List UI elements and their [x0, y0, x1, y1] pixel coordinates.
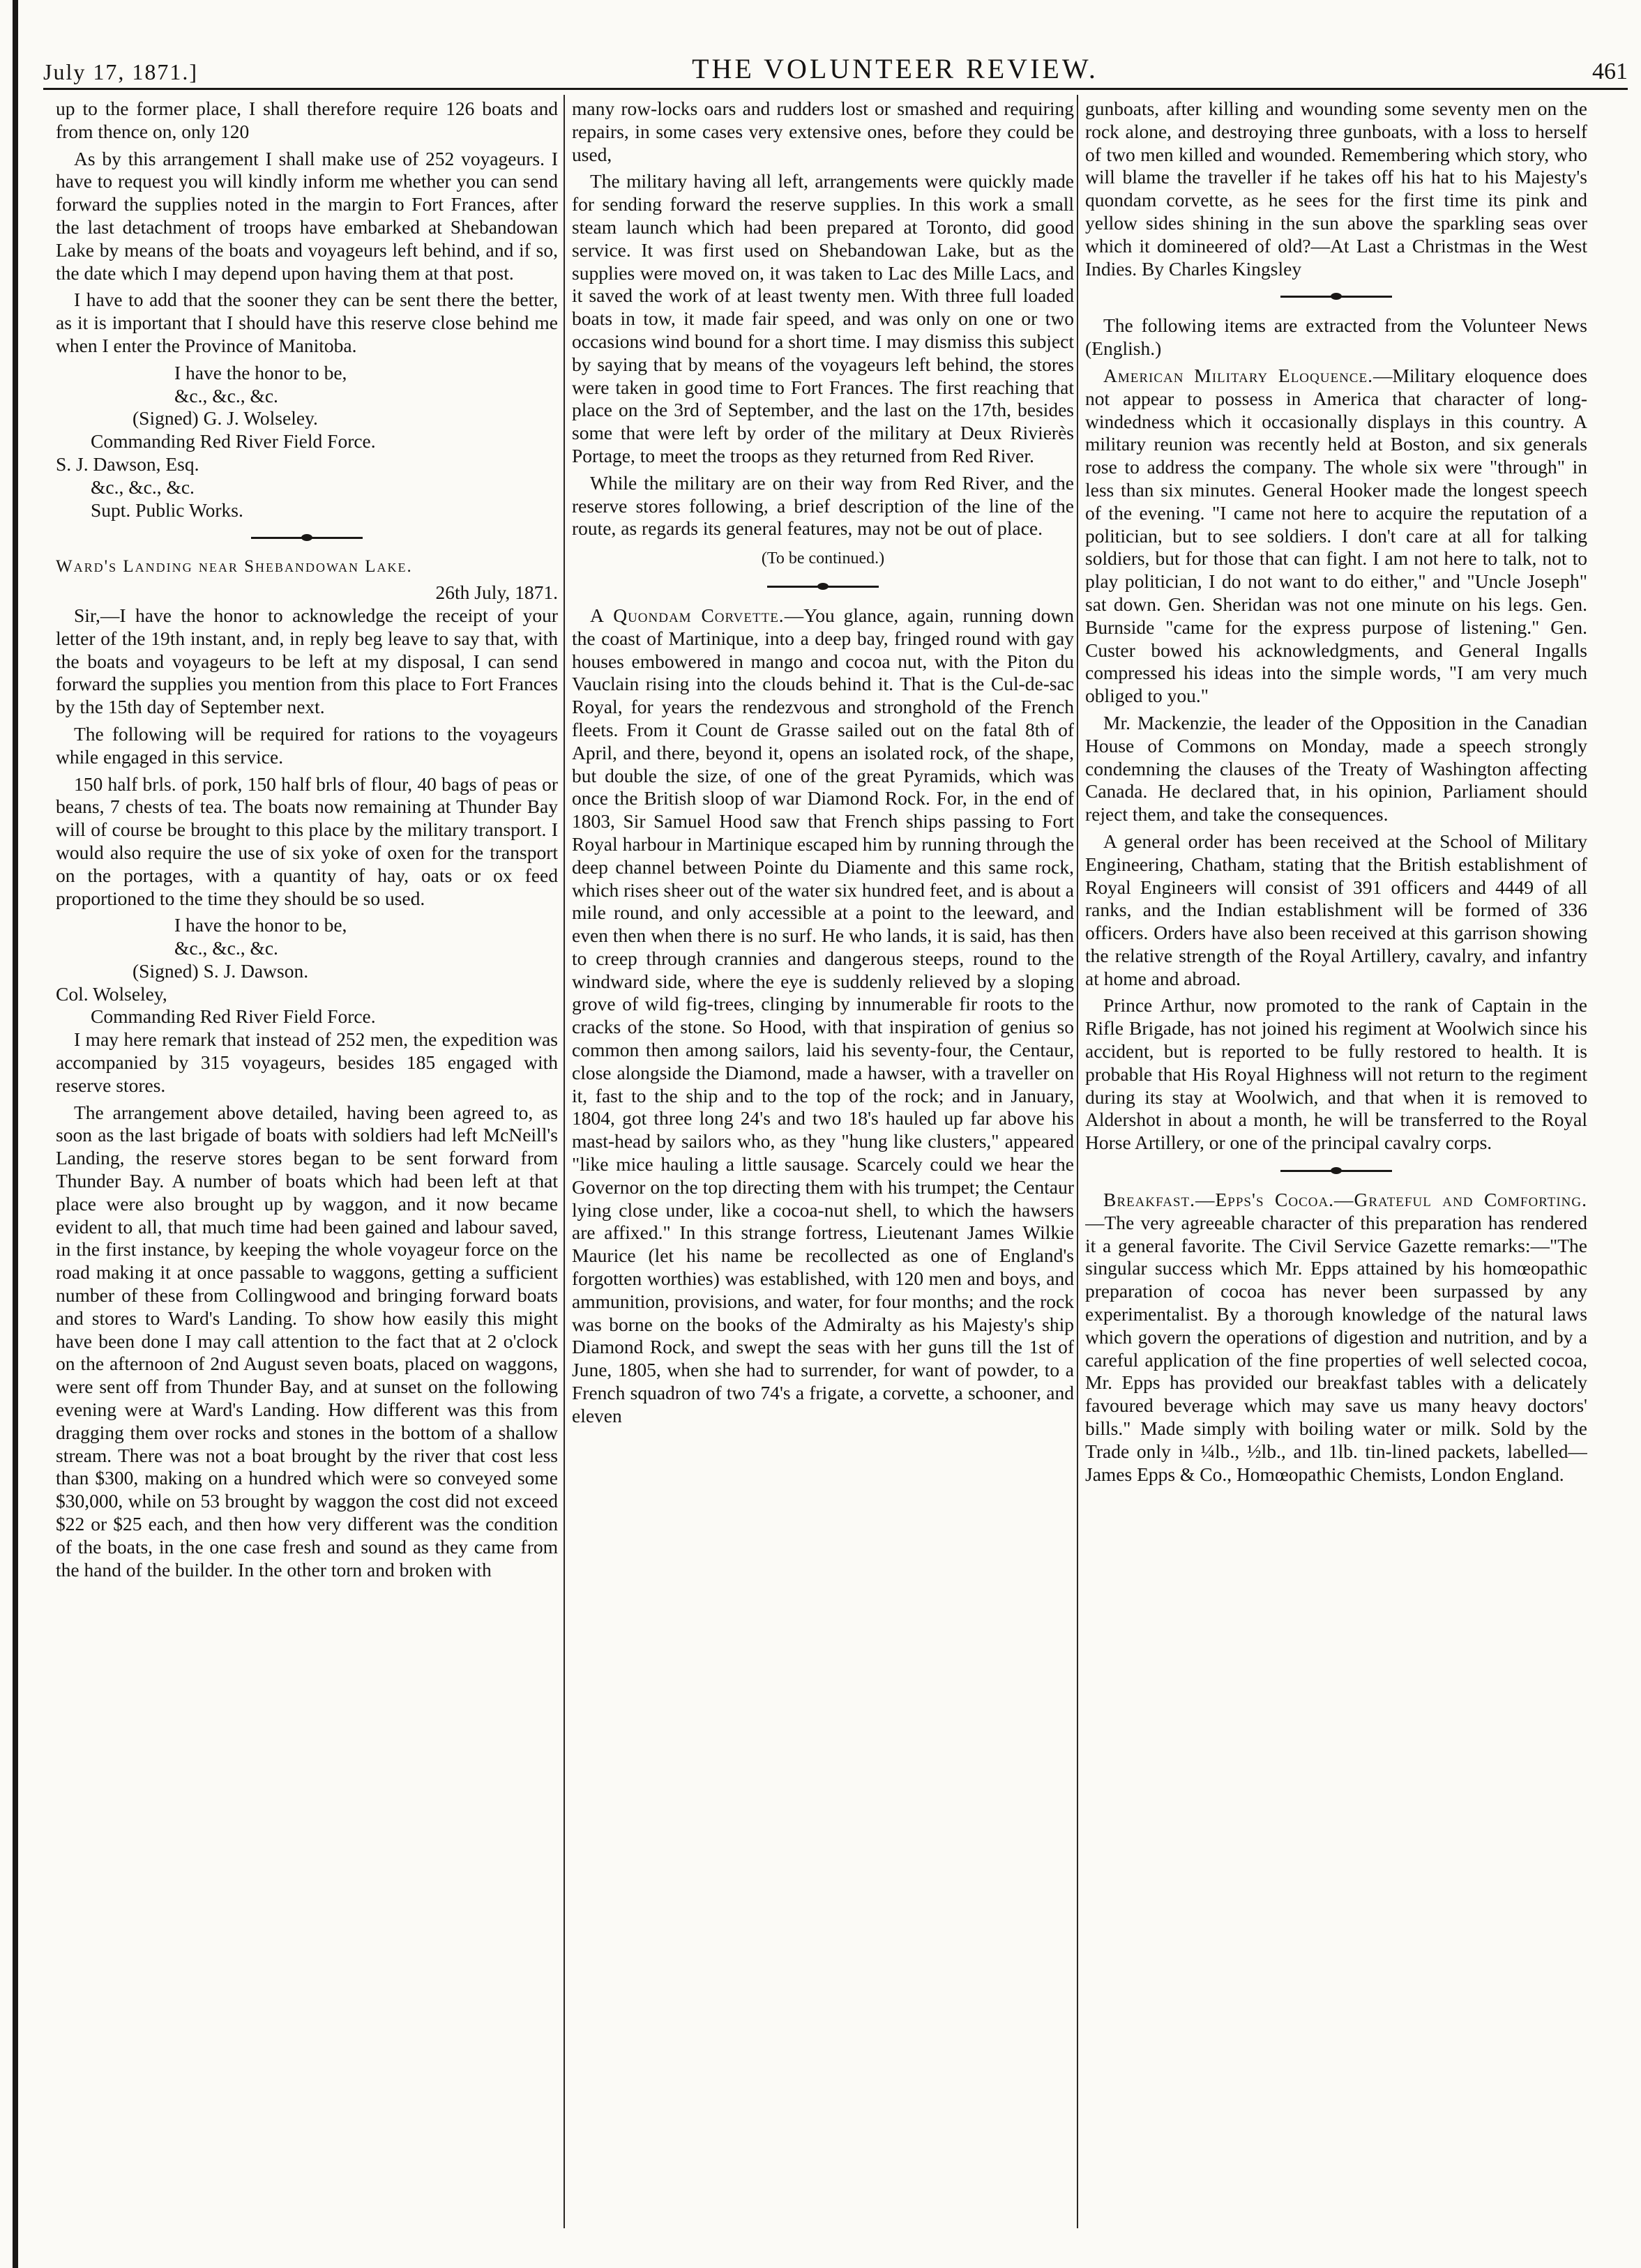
advertisement — [1085, 1189, 1587, 1486]
paragraph: As by this arrangement I shall make use of 252 voyageurs. I have to request you will kindly inform me whether you can send forward the supplies noted in the margin to Fort Frances, after the last detachment of troops have embarked at Shebandowan Lake by means of the boats and voyageurs left behind, and if so, the date which I may depend upon having them at that post. — [56, 147, 558, 284]
header-rule — [43, 88, 1628, 90]
paragraph: Mr. Mackenzie, the leader of the Opposition in the Canadian House of Commons on Monday, made a speech strongly condemning the clauses of the Treaty of Washington affecting Canada. He declared that, in his opinion, Parliament should reject them, and take the consequences. — [1085, 711, 1587, 825]
addressee: Col. Wolseley, — [56, 982, 167, 1005]
letter-signature: (Signed) G. J. Wolseley. — [133, 407, 318, 429]
addressee-title: Commanding Red River Field Force. — [91, 1005, 376, 1028]
section-separator — [1280, 296, 1392, 298]
to-be-continued: (To be continued.) — [761, 549, 885, 568]
paragraph: I have to add that the sooner they can be sent there the better, as it is important that I should have this reserve close behind me when I enter the Province of Manitoba. — [56, 289, 558, 356]
addressee: &c., &c., &c. — [91, 475, 195, 498]
paragraph: 150 half brls. of pork, 150 half brls of flour, 40 bags of peas or beans, 7 chests of tea. The boats now remaining at Thunder Bay will of course be brought to this place by the military transport. I would also require the use of six yoke of oxen for the transport on the portages, with a quantity of hay, oats or ox feed proportioned to the time they should be so used. — [56, 773, 558, 909]
article-heading: American Military Eloquence. — [1103, 364, 1373, 386]
section-separator — [767, 586, 879, 588]
column-rule-1 — [564, 95, 565, 2228]
paragraph: The military having all left, arrangements were quickly made for sending forward the reserve supplies. In this work a small steam launch which had been prepared at Toronto, did good service. It was first used on Shebandowan Lake, but as the supplies were moved on, it was taken to Lac des Mille Lacs, and it saved the work of at least twenty men. With three full loaded boats in tow, it made fair speed, and was only on one or two occasions wind bound for a short time. I may dismiss this subject by saying that by means of the voyageurs left behind, the stores were taken in good time to Fort Frances. The first reaching that place on the 3rd of September, and the last on the 17th, besides some that were left by order of the military at Deux Rivierès Portage, to meet the troops as they returned from Red River. — [572, 170, 1074, 466]
column-3 — [1085, 98, 1587, 2224]
paragraph: A general order has been received at the School of Military Engineering, Chatham, stating that the British establishment of Royal Engineers will consist of 391 officers and 4449 of all ranks, and the Indian establishment will be formed of 336 officers. Orders have also been received at this garrison showing the relative strength of the Royal Artillery, cavalry, and infantry at home and abroad. — [1085, 830, 1587, 989]
letter-closing: I have the honor to be, — [174, 914, 347, 936]
scan-edge — [13, 0, 18, 2268]
letter-closing: &c., &c., &c. — [174, 937, 278, 959]
page-number: 461 — [1591, 59, 1628, 84]
paragraph: many row-locks oars and rudders lost or smashed and requiring repairs, in some cases very extensive ones, before they could be used, — [572, 98, 1074, 165]
paragraph: Prince Arthur, now promoted to the rank of Captain in the Rifle Brigade, has not joined his regiment at Woolwich since his accident, but is reported to be fully restored to health. It is probable that His Royal Highness will not return to the regiment during its stay at Woolwich, and that when it is removed to Aldershot in about a month, he will be transferred to the Royal Horse Artillery, or one of the principal cavalry corps. — [1085, 994, 1587, 1154]
publication-title: THE VOLUNTEER REVIEW. — [692, 53, 1098, 84]
column-2 — [572, 98, 1074, 2224]
issue-date: July 17, 1871.] — [43, 59, 198, 84]
article-body: —Military eloquence does not appear to possess in America that character of long-windedness which it occasionally displays in this country. A military reunion was recently held at Boston, and six generals rose to address the company. The whole six were "through" in less than six minutes. General Hooker made the longest speech of the evening. "I came not here to acquire the reputation of a politician, but to see soldiers. I don't care at all for talking soldiers, but for those that can fight. I am not here to talk, not to play politician, I do not want to do either," and "Uncle Joseph" sat down. Gen. Sheridan was not one minute on his legs. Gen. Burnside "came for the express purpose of listening." Gen. Custer bowed his acknowledgments, and General Ingalls compressed his ideas into the simple words, "I am very much obliged to you." — [1085, 364, 1587, 707]
advertisement-body: —The very agreeable character of this preparation has rendered it a general favorite. The Civil Service Gazette remarks:—"The singular success which Mr. Epps attained by his homœopathic preparation of cocoa has never been surpassed by any experimentalist. By a thorough knowledge of the natural laws which govern the operations of digestion and nutrition, and by a careful application of the fine properties of well selected cocoa, Mr. Epps has provided our breakfast tables with a delicately favoured beverage which may save us many heavy doctors' bills." Made simply with boiling water or milk. Sold by the Trade only in ¼lb., ½lb., and 1lb. tin-lined packets, labelled—James Epps & Co., Homœopathic Chemists, London England. — [1085, 1211, 1587, 1485]
letter-heading: Ward's Landing near Shebandowan Lake. — [56, 557, 413, 577]
advertisement-heading: Breakfast.—Epps's Cocoa.—Grateful and Comforting. — [1103, 1189, 1587, 1211]
letter-signature-title: Commanding Red River Field Force. — [91, 430, 376, 452]
paragraph: The following will be required for rations to the voyageurs while engaged in this service. — [56, 722, 558, 768]
column-rule-2 — [1077, 95, 1078, 2228]
column-1 — [56, 98, 558, 2224]
addressee: S. J. Dawson, Esq. — [56, 452, 199, 475]
article-heading: A Quondam Corvette. — [590, 604, 785, 626]
letter-signature: (Signed) S. J. Dawson. — [133, 959, 309, 982]
paragraph: gunboats, after killing and wounding some seventy men on the rock alone, and destroying three gunboats, with a loss to herself of two men killed and wounded. Remembering which story, who will blame the traveller if he takes off his hat to his Majesty's quondam corvette, as he sees for the first time its pink and yellow sides shining in the sun above the sparkling seas over which it domineered of old?—At Last a Christmas in the West Indies. By Charles Kingsley — [1085, 98, 1587, 280]
section-separator — [251, 537, 363, 539]
paragraph: up to the former place, I shall therefore require 126 boats and from thence on, only 120 — [56, 98, 558, 142]
article-paragraph — [1085, 365, 1587, 708]
paragraph: While the military are on their way from Red River, and the reserve stores following, a brief description of the line of the route, as regards its general features, may not be out of place. — [572, 471, 1074, 540]
paragraph: The following items are extracted from the Volunteer News (English.) — [1085, 314, 1587, 360]
article-paragraph — [572, 604, 1074, 1428]
masthead — [43, 36, 1628, 85]
paragraph: I may here remark that instead of 252 men, the expedition was accompanied by 315 voyageurs, besides 185 engaged with reserve stores. — [56, 1028, 558, 1096]
letter-closing: &c., &c., &c. — [174, 384, 278, 406]
paragraph: The arrangement above detailed, having been agreed to, as soon as the last brigade of boats with soldiers had left McNeill's Landing, the reserve stores began to be sent forward from Thunder Bay. A number of boats which had been left at that place were also brought up by waggon, and it now became evident to all, that much time had been gained and labour saved, in the first instance, by keeping the whole voyageur force on the road making it at once passable to waggons, getting a sufficient number of these from Collingwood and bringing forward boats and stores to Ward's Landing. To show how easily this might have been done I may call attention to the fact that at 2 o'clock on the afternoon of 2nd August seven boats, placed on waggons, were sent off from Thunder Bay, and at sunset on the following evening were at Ward's Landing. How different was this from dragging them over rocks and stones in the bottom of a shallow stream. There was not a boat brought by the river that cost less than $300, making on a hundred which were so conveyed some $30,000, while on 53 brought by waggon the cost did not exceed $22 or $25 each, and then how very different was the condition of the boats, in the one case fresh and sound as they came from the hand of the builder. In the other torn and broken with — [56, 1101, 558, 1581]
section-separator — [1280, 1170, 1392, 1172]
addressee-title: Supt. Public Works. — [91, 498, 243, 521]
paragraph: Sir,—I have the honor to acknowledge the receipt of your letter of the 19th instant, and, in reply beg leave to say that, with the boats and voyageurs to be left at my disposal, I can send forward the supplies you mention from this place to Fort Frances by the 15th day of September next. — [56, 604, 558, 718]
letter-closing: I have the honor to be, — [174, 361, 347, 383]
article-body: —You glance, again, running down the coast of Martinique, into a deep bay, fringed round with gay houses embowered in mango and cocoa nut, with the Piton du Vauclain rising into the clouds behind it. That is the Cul-de-sac Royal, for years the rendezvous and stronghold of the French fleets. From it Count de Grasse sailed out on the fatal 8th of April, and there, beyond it, opens an isolated rock, of the shape, but double the size, of one of the great Pyramids, which was once the British sloop of war Diamond Rock. For, in the end of 1803, Sir Samuel Hood saw that French ships passing to Fort Royal harbour in Martinique escaped him by running through the deep channel between Pointe du Diamente and this same rock, which rises sheer out of the water six hundred feet, and is about a mile round, and only accessible at a point to the leeward, and even then when there is no surf. He who lands, it is said, has then to creep through crannies and dangerous steeps, round to the windward side, where the eye is suddenly relieved by a sloping grove of wild fig-trees, clinging by innumerable fir roots to the cracks of the stone. So Hood, with that inspiration of genius so common then among sailors, laid his seventy-four, the Centaur, close alongside the Diamond, made a hawser, with a traveller on it, fast to the ship and to the top of the rock; and in January, 1804, got three long 24's and two 18's hauled up far above his mast-head by sailors who, as they "hung like clusters," appeared "like mice hauling a little sausage. Scarcely could we hear the Governor on the top directing them with his trumpet; the Centaur lying close under, like a cocoa-nut shell, to which the hawsers are affixed." In this strange fortress, Lieutenant James Wilkie Maurice (let his name be recollected as one of England's forgotten worthies) was established, with 120 men and boys, and ammunition, provisions, and water, for four months; and the rock was borne on the books of the Admiralty as his Majesty's ship Diamond Rock, and swept the seas with her guns till the 1st of June, 1805, when she had to surrender, for want of powder, to a French squadron of two 74's a frigate, a corvette, a schooner, and eleven — [572, 604, 1074, 1426]
letter-date: 26th July, 1871. — [435, 581, 558, 604]
